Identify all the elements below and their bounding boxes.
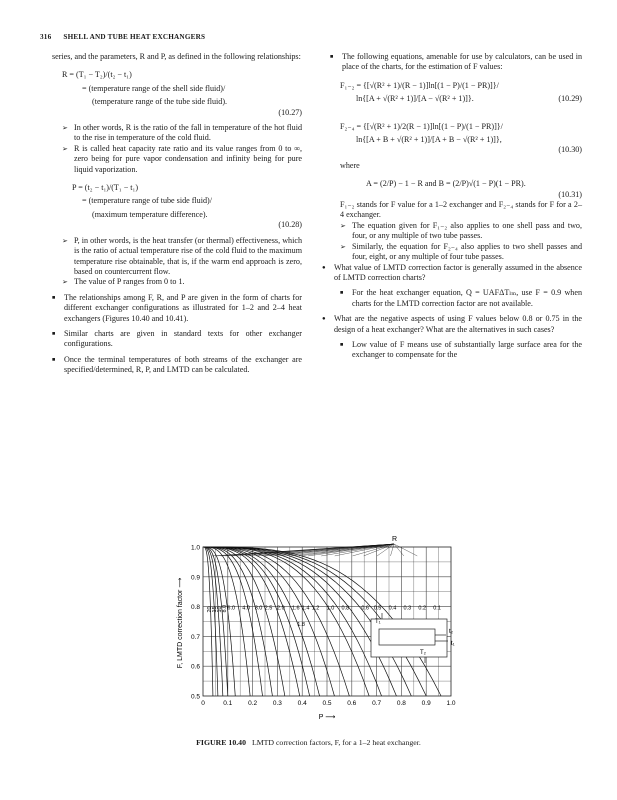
x-tick-label: 0.8 [396,700,406,707]
relationships-bullet: ■ The relationships among F, R, and P are given in the form of charts for different exchanger configurations as illustrated for 1–2 and 2–4 heat exchangers (Figures 10.40 and 10.41). [52,293,302,324]
parameter-label: R [392,536,398,543]
y-tick-label: 0.6 [190,663,200,671]
y-tick-label: 1.0 [190,544,200,552]
curve-label: 1.4 [301,605,310,612]
where-label: where [340,160,360,170]
running-header [40,33,205,41]
curve-label-extra: 1.8 [297,621,305,628]
y-tick-label: 0.7 [190,633,200,641]
curve-label: 1.2 [311,605,320,612]
figure-caption [0,738,617,747]
x-axis-label-text: P [318,714,324,721]
equation-f12-line2 [330,94,582,104]
r-bullet-2: ➢ R is called heat capacity rate ratio and its value ranges from 0 to ∞, zero being for pure vapor condensation and infinity being for pure liquid vaporization. [62,144,302,175]
x-tick-label: 0.4 [297,700,307,707]
left-column [52,52,302,376]
curve-label: 0.3 [403,605,412,612]
equation-ab: A = (2/P) − 1 − R and B = (2/P)√(1 − P)(1 − PR). [366,179,526,189]
x-tick-label: 0.7 [372,700,382,707]
curve-leader-r-0.2 [394,544,404,556]
inset-label-t1: T₁ [375,619,381,625]
f24-applies-bullet: ➢ Similarly, the equation for F₂₋₄ also applies to two shell passes and four, eight, or any multiple of four tube passes. [340,242,582,263]
p-bullet-2: ➢ The value of P ranges from 0 to 1. [62,277,302,287]
inset-label-t2-small: t₂ [449,629,453,635]
equations-intro-bullet: ■ The following equations, amenable for use by calculators, can be used in place of the charts, for the estimation of F values: [330,52,582,73]
figure-label: FIGURE 10.40 [196,738,246,747]
lmtd-chart [170,533,470,723]
equation-number: (10.29) [558,94,582,104]
equation-f12-line1: F₁₋₂ = {[√(R² + 1)/(R − 1)]ln[(1 − P)/(1 − PR)]}/ [340,80,499,90]
page-number: 316 [40,33,52,41]
x-tick-label: 1.0 [446,700,456,707]
curve-label: 15 [211,606,218,613]
x-tick-label: 0.9 [421,700,431,707]
x-axis-label: P ⟶ [318,714,336,721]
equation-number: (10.27) [278,107,302,117]
question-2: ● What are the negative aspects of using F values below 0.8 or 0.75 in the design of a heat exchanger? What are the alternatives in such cases? [322,314,582,335]
intro-paragraph: series, and the parameters, R and P, as defined in the following relationships: [52,52,301,61]
equation-p-line3: (maximum temperature difference). [92,209,208,219]
curve-label: 0.4 [388,605,397,612]
answer-1: ■ For the heat exchanger equation, Q = UAFΔTₗₘ, use F = 0.9 when charts for the LMTD correction factor are not available. [340,288,582,309]
curve-label: 10 [216,606,223,613]
curve-label: 0.8 [341,605,350,612]
equation-r-line2: = (temperature range of the shell side fluid)/ [82,83,226,93]
inset-label-t2: T₂ [420,650,426,656]
right-column [330,52,582,361]
figure-caption-text: LMTD correction factors, F, for a 1–2 heat exchanger. [251,738,421,747]
curve-label: 1.0 [326,605,335,612]
equation-f24-line1: F₂₋₄ = {[√(R² + 1)/2(R − 1)]ln[(1 − P)/(1 − PR)]}/ [340,121,503,131]
equation-f24-line2: ln{[A + B + √(R² + 1)]/[A + B − √(R² + 1)]}, [356,135,502,145]
inset-label-t1-small: t₁ [451,641,455,647]
equation-number: (10.31) [558,189,582,199]
curve-label: 1.6 [291,605,300,612]
x-tick-label: 0.1 [223,700,233,707]
terminal-temperatures-bullet: ■ Once the terminal temperatures of both streams of the exchanger are specified/determined, R, P, and LMTD can be calculated. [52,355,302,376]
r-bullet-1: ➢ In other words, R is the ratio of the fall in temperature of the hot fluid to the rise in temperature of the cold fluid. [62,123,302,144]
y-tick-label: 0.8 [190,604,200,612]
x-tick-label: 0.6 [347,700,357,707]
curve-label: 0.2 [418,605,427,612]
curve-label: 8.0 [221,604,228,613]
x-tick-label: 0.2 [248,700,258,707]
x-tick-label: 0.3 [272,700,282,707]
equation-r-line3: (temperature range of the tube side fluid). [92,97,228,107]
equation-number: (10.30) [558,145,582,155]
equation-p-line1: P = (t₂ − t₁)/(T₁ − t₁) [72,183,139,193]
equation-p-line2: = (temperature range of tube side fluid)/ [82,196,212,206]
y-axis-label: F, LMTD correction factor ⟶ [177,577,184,669]
f-definition: F₁₋₂ stands for F value for a 1–2 exchanger and F₂₋₄ stands for F for a 2–4 exchanger. [340,200,582,220]
curve-label: 0.1 [433,605,441,612]
curve-label: 20 [206,606,213,613]
x-tick-label: 0.5 [322,700,332,707]
question-1: ● What value of LMTD correction factor is generally assumed in the absence of LMTD correction charts? [322,263,582,284]
equation-number: (10.28) [278,220,302,230]
curve-label: 0.5 [373,605,382,612]
y-tick-label: 0.9 [190,574,200,582]
curve-label: 6.0 [227,605,236,612]
curve-leader-r-0.3 [390,544,394,556]
curve-leader-r-1.0 [321,544,394,556]
curve-label: 2.0 [277,605,285,612]
curve-label: 3.0 [254,605,263,612]
curve-label: 0.6 [361,605,369,612]
curve-label: 4.0 [242,605,250,612]
f12-applies-bullet: ➢ The equation given for F₁₋₂ also applies to one shell pass and two, four, or any multiple of two tube passes. [340,221,582,242]
equation-r-line1: R = (T₁ − T₂)/(t₂ − t₁) [62,70,132,80]
curve-label: 2.5 [264,605,273,612]
y-tick-label: 0.5 [190,693,200,701]
equation-f12-text: ln{[A + √(R² + 1)]/[A − √(R² + 1)]}. [356,94,474,104]
similar-charts-bullet: ■ Similar charts are given in standard texts for other exchanger configurations. [52,329,302,350]
y-axis-label-text: F, LMTD correction factor [177,589,184,669]
p-bullet-1: ➢ P, in other words, is the heat transfer (or thermal) effectiveness, which is the ratio of actual temperature rise of the cold fluid to the maximum temperature rise obtainable, that is, if the warm end approach is zero, based on countercurrent flow. [62,236,302,278]
exchanger-sketch [371,613,455,663]
x-tick-label: 0 [201,700,205,707]
answer-2: ■ Low value of F means use of substantially large surface area for the exchanger to compensate for the [340,340,582,361]
running-title: SHELL AND TUBE HEAT EXCHANGERS [63,33,206,41]
